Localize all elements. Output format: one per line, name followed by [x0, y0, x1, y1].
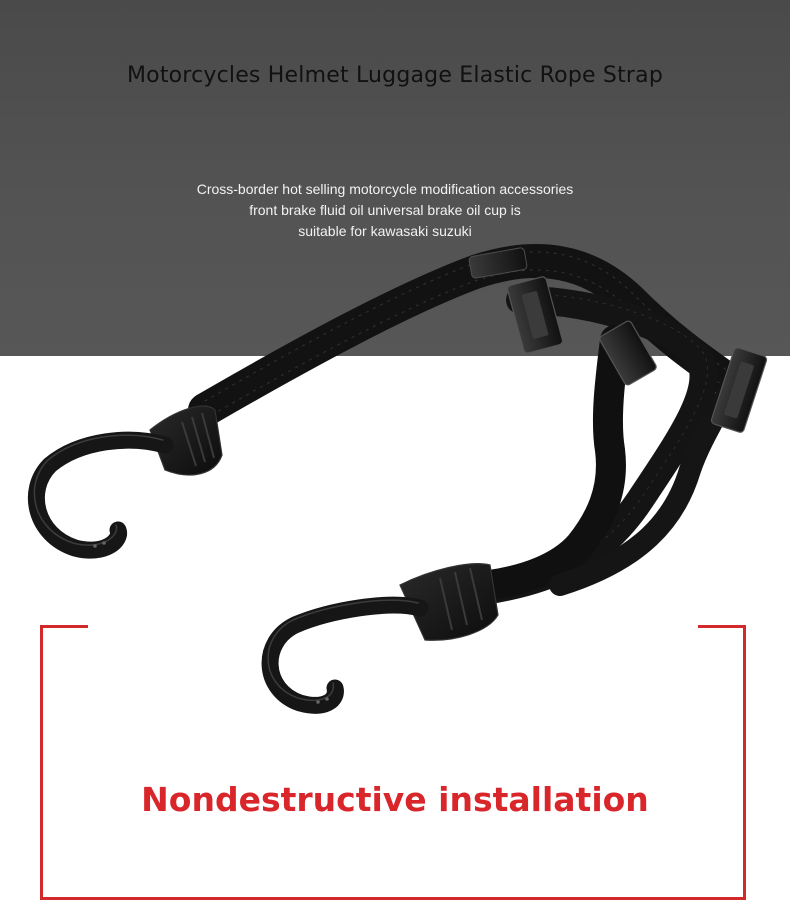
frame-top-left — [40, 625, 88, 628]
strap-band-lower — [490, 340, 740, 585]
strap-buckle-3 — [710, 347, 767, 434]
frame-left — [40, 625, 43, 900]
product-subtitle — [150, 179, 620, 242]
product-title: Motorcycles Helmet Luggage Elastic Rope Strap — [126, 63, 663, 88]
subtitle-line-2: front brake fluid oil universal brake oil cup is — [249, 202, 521, 218]
frame-right — [743, 625, 746, 900]
right-hook — [268, 564, 498, 706]
tagline: Nondestructive installation — [141, 780, 649, 819]
subtitle-line-1: Cross-border hot selling motorcycle modification accessories — [196, 181, 574, 197]
frame-top-right — [698, 625, 746, 628]
subtitle-line-3: suitable for kawasaki suzuki — [298, 223, 472, 239]
header-banner — [0, 0, 790, 356]
left-hook — [34, 406, 222, 550]
frame-bottom — [40, 897, 746, 900]
